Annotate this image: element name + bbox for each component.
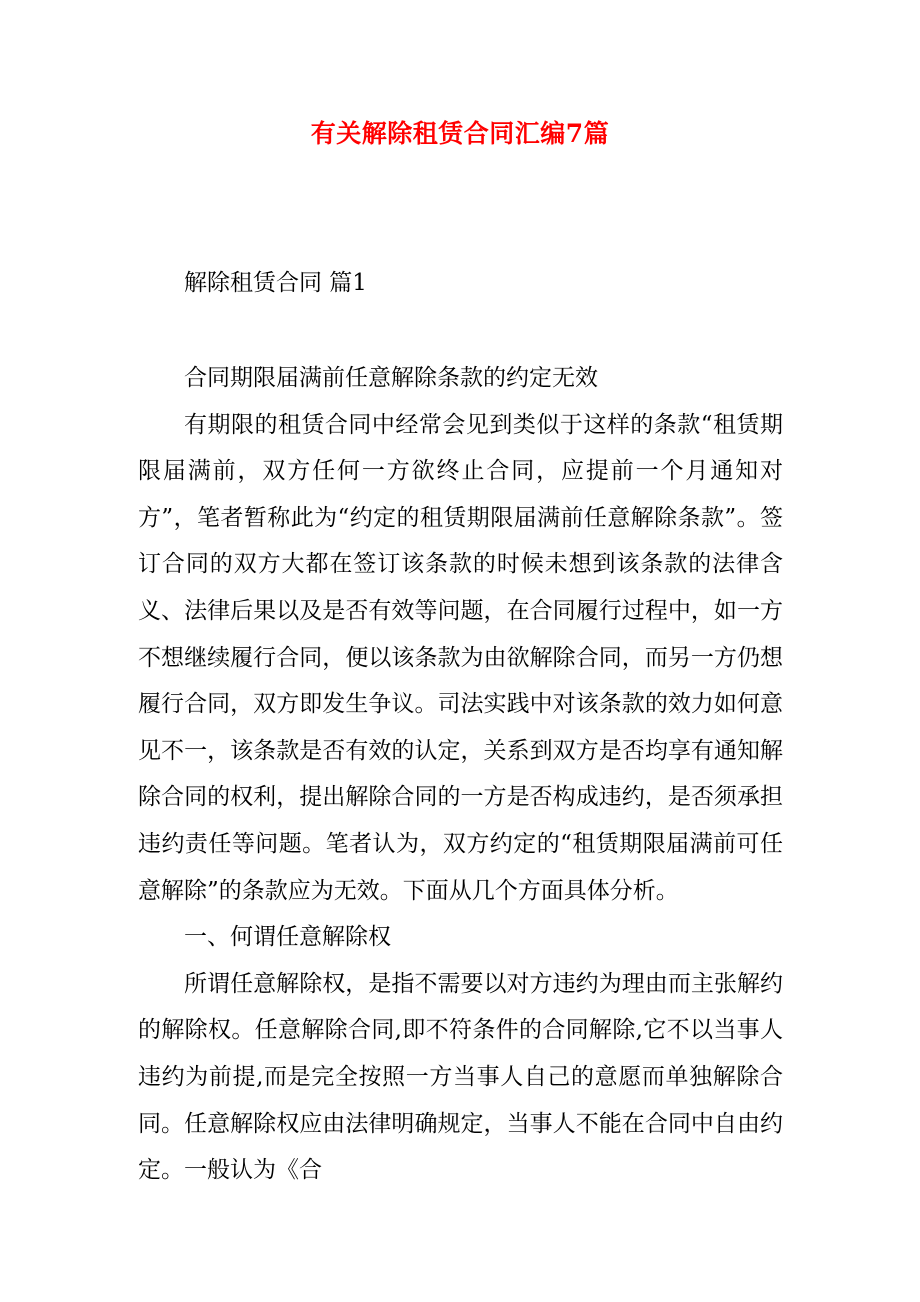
document-body: [138, 355, 783, 1194]
paragraph-subtitle: 合同期限届满前任意解除条款的约定无效: [184, 365, 598, 391]
paragraph: 有期限的租赁合同中经常会见到类似于这样的条款“租赁期限届满前，双方任何一方欲终止合同，应提前一个月通知对方”，笔者暂称此为“约定的租赁期限届满前任意解除条款”。签订合同的双方大都在签订该条款的时候未想到该条款的法律含义、法律后果以及是否有效等问题，在合同履行过程中，如一方不想继续履行合同，便以该条款为由欲解除合同，而另一方仍想履行合同，双方即发生争议。司法实践中对该条款的效力如何意见不一，该条款是否有效的认定，关系到双方是否均享有通知解除合同的权利，提出解除合同的一方是否构成违约，是否须承担违约责任等问题。笔者认为，双方约定的“租赁期限届满前可任意解除”的条款应为无效。下面从几个方面具体分析。: [138, 411, 783, 904]
paragraph-heading: 一、何谓任意解除权: [184, 924, 391, 951]
document-title: 有关解除租赁合同汇编7篇: [310, 119, 610, 148]
section-heading-block: [138, 260, 783, 307]
paragraph: 所谓任意解除权，是指不需要以对方违约为理由而主张解约的解除权。任意解除合同,即不符条件的合同解除,它不以当事人违约为前提,而是完全按照一方当事人自己的意愿而单独解除合同。任意解除权应由法律明确规定，当事人不能在合同中自由约定。一般认为《合: [138, 970, 783, 1184]
section-heading: 解除租赁合同 篇1: [184, 270, 367, 296]
